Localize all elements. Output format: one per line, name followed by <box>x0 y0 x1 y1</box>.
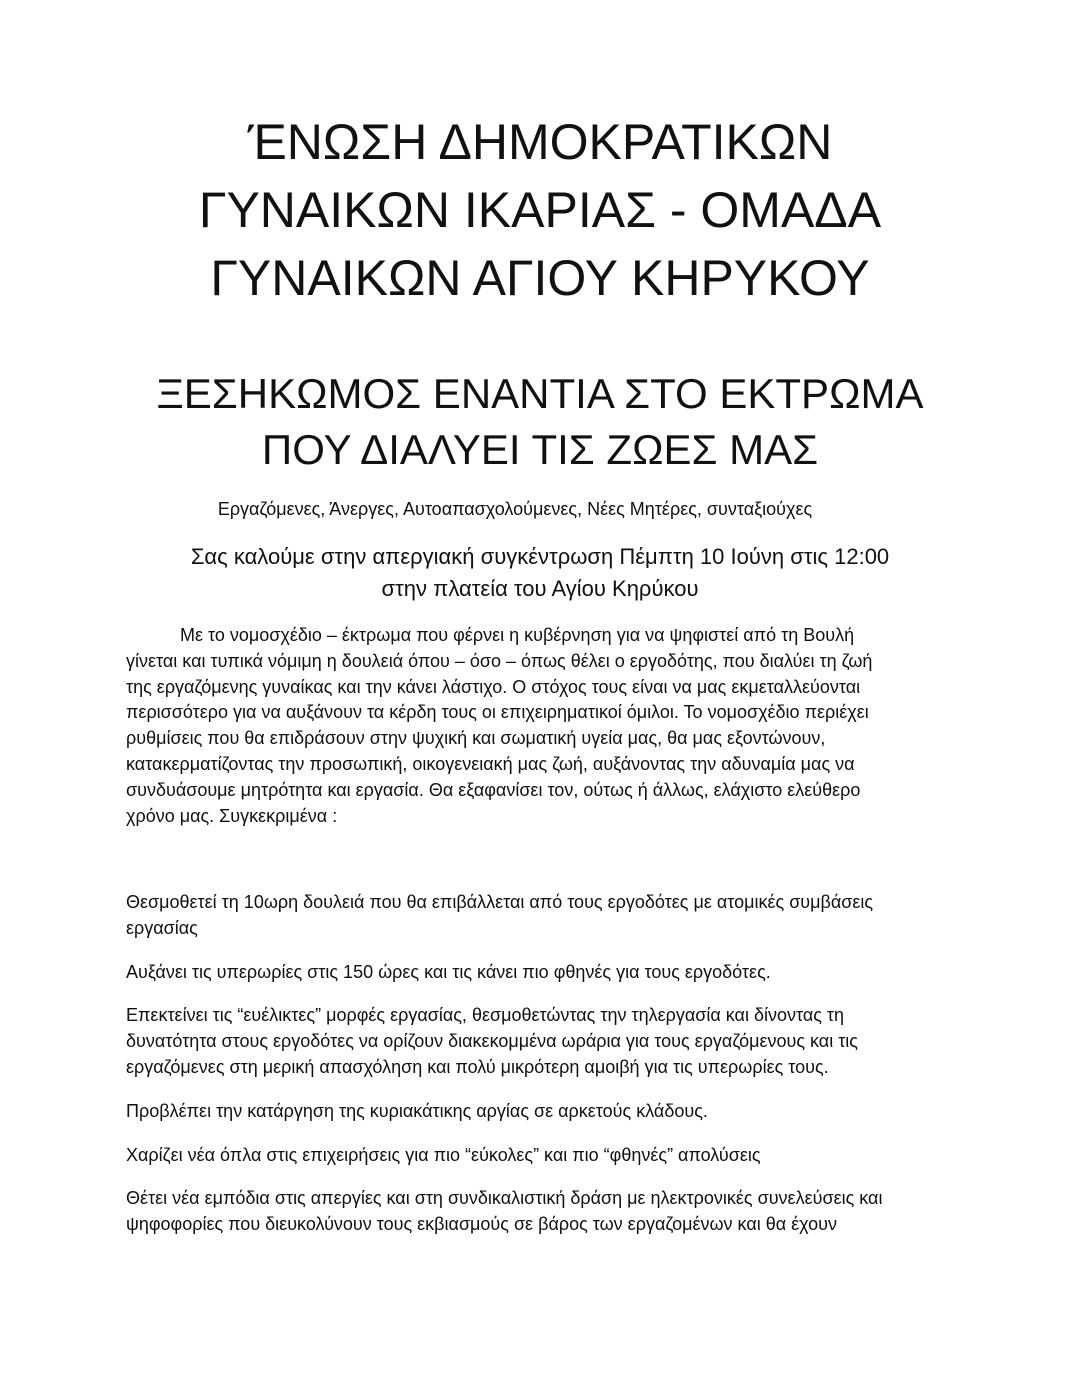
point-item <box>126 1143 966 1169</box>
organization-title-line: ΈΝΩΣΗ ΔΗΜΟΚΡΑΤΙΚΩΝ <box>247 114 833 170</box>
point-item <box>126 890 966 942</box>
point-line: Θέτει νέα εμπόδια στις απεργίες και στη συνδικαλιστική δράση με ηλεκτρονικές συνελεύσεις και <box>126 1188 883 1209</box>
point-line: Επεκτείνει τις “ευέλικτες” μορφές εργασίας, θεσμοθετώντας την τηλεργασία και δίνοντας τη <box>126 1005 845 1026</box>
intro-line: ρυθμίσεις που θα επιδράσουν στην ψυχική και σωματική υγεία μας, θα μας εξοντώνουν, <box>126 728 826 749</box>
call-to-action-line: στην πλατεία του Αγίου Κηρύκου <box>381 576 699 601</box>
point-line: ψηφοφορίες που διευκολύνουν τους εκβιασμούς σε βάρος των εργαζομένων και θα έχουν <box>126 1214 837 1235</box>
point-item <box>126 1099 966 1125</box>
point-line: δυνατότητα στους εργοδότες να ορίζουν διακεκομμένα ωράρια για τους εργαζόμενους και τις <box>126 1031 858 1052</box>
intro-line: κατακερματίζοντας την προσωπική, οικογενειακή μας ζωή, αυξάνοντας την αδυναμία μας να <box>126 753 855 774</box>
headline <box>110 366 970 478</box>
point-item <box>126 1186 966 1238</box>
intro-paragraph <box>126 623 956 829</box>
organization-title <box>120 108 960 312</box>
point-item <box>126 960 966 986</box>
intro-line: γίνεται και τυπικά νόμιμη η δουλειά όπου – όσο – όπως θέλει ο εργοδότης, που διαλύει τη ζωή <box>126 650 873 671</box>
intro-line: Με το νομοσχέδιο – έκτρωμα που φέρνει η κυβέρνηση για να ψηφιστεί από τη Βουλή <box>180 625 855 645</box>
call-to-action-line: Σας καλούμε στην απεργιακή συγκέντρωση Πέμπτη 10 Ιούνη στις 12:00 <box>190 544 890 569</box>
headline-line: ΠΟΥ ΔΙΑΛΥΕΙ ΤΙΣ ΖΩΕΣ ΜΑΣ <box>261 426 819 473</box>
organization-title-line: ΓΥΝΑΙΚΩΝ ΙΚΑΡΙΑΣ - ΟΜΑΔΑ <box>198 182 882 238</box>
point-item <box>126 1003 966 1080</box>
call-to-action <box>120 541 960 605</box>
organization-title-line: ΓΥΝΑΙΚΩΝ ΑΓΙΟΥ ΚΗΡΥΚΟΥ <box>210 250 870 306</box>
points-list <box>126 890 966 1256</box>
intro-line: συνδυάσουμε μητρότητα και εργασία. Θα εξαφανίσει τον, ούτως ή άλλως, ελάχιστο ελεύθερο <box>126 779 861 800</box>
intro-line: περισσότερο για να αυξάνουν τα κέρδη τους οι επιχειρηματικοί όμιλοι. Το νομοσχέδιο περιέχει <box>126 702 869 723</box>
point-line: εργαζόμενες στη μερική απασχόληση και πολύ μικρότερη αμοιβή για τις υπερωρίες τους. <box>126 1056 829 1077</box>
intro-line: χρόνο μας. Συγκεκριμένα : <box>126 805 338 826</box>
point-line: Προβλέπει την κατάργηση της κυριακάτικης αργίας σε αρκετούς κλάδους. <box>126 1100 708 1121</box>
point-line: εργασίας <box>126 917 198 938</box>
headline-line: ΞΕΣΗΚΩΜΟΣ ΕΝΑΝΤΙΑ ΣΤΟ ΕΚΤΡΩΜΑ <box>156 370 924 417</box>
point-line: Αυξάνει τις υπερωρίες στις 150 ώρες και τις κάνει πιο φθηνές για τους εργοδότες. <box>126 961 771 982</box>
point-line: Θεσμοθετεί τη 10ωρη δουλειά που θα επιβάλλεται από τους εργοδότες με ατομικές συμβάσεις <box>126 892 874 912</box>
intro-line: της εργαζόμενης γυναίκας και την κάνει λάστιχο. Ο στόχος τους είναι να μας εκμεταλλεύονται <box>126 676 861 697</box>
audience-line: Εργαζόμενες, Άνεργες, Αυτοαπασχολούμενες, Νέες Μητέρες, συνταξιούχες <box>217 499 813 519</box>
point-line: Χαρίζει νέα όπλα στις επιχειρήσεις για πιο “εύκολες” και πιο “φθηνές” απολύσεις <box>126 1144 761 1165</box>
